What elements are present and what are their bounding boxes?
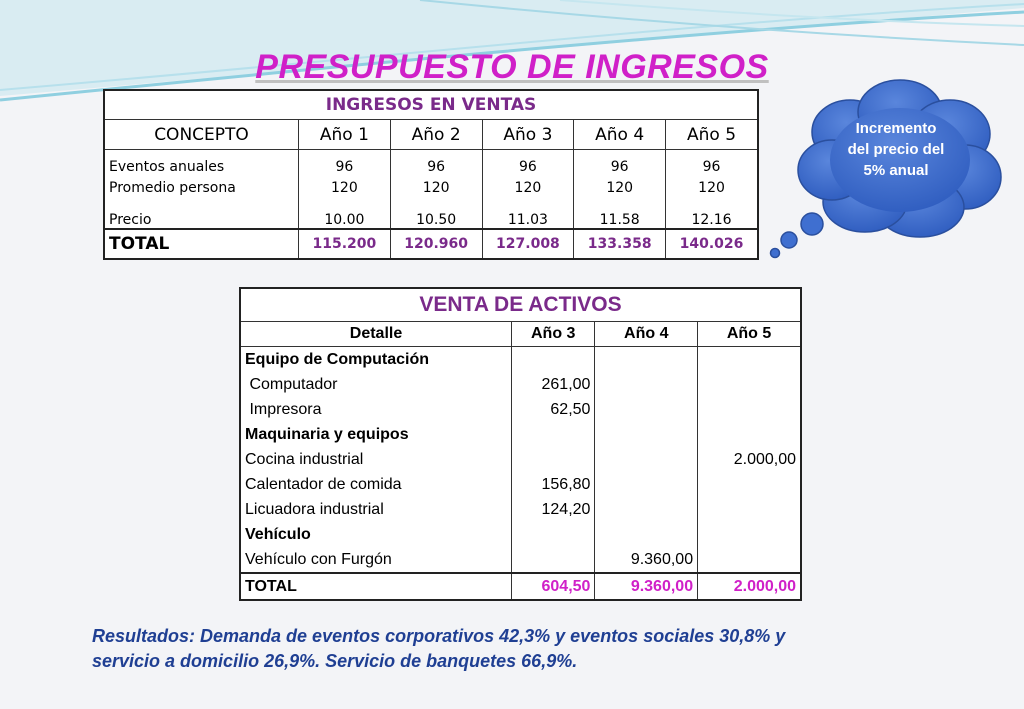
total-cell: 2.000,00 xyxy=(698,573,801,600)
column-header: Año 4 xyxy=(574,120,666,150)
row-label: Impresora xyxy=(240,397,512,422)
table-cell: 156,80 xyxy=(512,472,595,497)
table-cell: 120 xyxy=(299,175,391,201)
table-cell xyxy=(595,447,698,472)
column-header: CONCEPTO xyxy=(104,120,299,150)
results-line: servicio a domicilio 26,9%. Servicio de banquetes 66,9%. xyxy=(92,651,578,671)
total-cell: 115.200 xyxy=(299,229,391,259)
table-cell: 124,20 xyxy=(512,497,595,522)
total-cell: 140.026 xyxy=(666,229,758,259)
table-row xyxy=(104,150,758,176)
table-cell: 120 xyxy=(482,175,574,201)
table-row xyxy=(240,497,801,522)
table-row xyxy=(240,522,801,547)
table-cell: 96 xyxy=(390,150,482,176)
section-label: Equipo de Computación xyxy=(240,347,512,373)
table-cell xyxy=(595,347,698,373)
row-label: TOTAL xyxy=(240,573,512,600)
table-cell: 120 xyxy=(666,175,758,201)
table-cell: 9.360,00 xyxy=(595,547,698,573)
row-label: Licuadora industrial xyxy=(240,497,512,522)
table-row xyxy=(240,422,801,447)
results-text xyxy=(92,624,932,674)
column-header: Año 5 xyxy=(666,120,758,150)
table-cell: 62,50 xyxy=(512,397,595,422)
venta-activos-table xyxy=(239,287,802,601)
callout-line: Incremento xyxy=(855,120,937,137)
table-cell xyxy=(512,447,595,472)
total-cell: 127.008 xyxy=(482,229,574,259)
table-cell: 10.50 xyxy=(390,201,482,229)
table-cell: 261,00 xyxy=(512,372,595,397)
table-row xyxy=(240,397,801,422)
table-cell: 120 xyxy=(390,175,482,201)
activos-heading: VENTA DE ACTIVOS xyxy=(240,288,801,322)
row-label: TOTAL xyxy=(104,229,299,259)
table-cell xyxy=(595,372,698,397)
total-row xyxy=(240,573,801,600)
table-cell: 96 xyxy=(299,150,391,176)
page-title: PRESUPUESTO DE INGRESOS xyxy=(255,48,769,86)
table-cell xyxy=(698,472,801,497)
row-label: Cocina industrial xyxy=(240,447,512,472)
table-cell xyxy=(595,497,698,522)
row-label: Eventos anuales xyxy=(104,150,299,176)
table-header-row xyxy=(104,90,758,120)
total-cell: 133.358 xyxy=(574,229,666,259)
row-label: Computador xyxy=(240,372,512,397)
table-cell: 11.03 xyxy=(482,201,574,229)
ingresos-heading: INGRESOS EN VENTAS xyxy=(104,90,758,120)
table-cell xyxy=(512,547,595,573)
table-cell xyxy=(512,522,595,547)
table-cell: 96 xyxy=(574,150,666,176)
table-cell xyxy=(698,497,801,522)
table-cell xyxy=(698,547,801,573)
table-cell: 96 xyxy=(666,150,758,176)
table-row xyxy=(240,472,801,497)
column-header: Año 3 xyxy=(512,322,595,347)
table-cell xyxy=(595,522,698,547)
column-header: Detalle xyxy=(240,322,512,347)
total-cell: 604,50 xyxy=(512,573,595,600)
table-cell xyxy=(595,397,698,422)
row-label: Vehículo con Furgón xyxy=(240,547,512,573)
column-header: Año 2 xyxy=(390,120,482,150)
table-cell xyxy=(698,397,801,422)
table-cell: 10.00 xyxy=(299,201,391,229)
table-row xyxy=(104,201,758,229)
table-cell: 12.16 xyxy=(666,201,758,229)
table-cell xyxy=(698,347,801,373)
table-cell: 2.000,00 xyxy=(698,447,801,472)
row-label: Promedio persona xyxy=(104,175,299,201)
table-row xyxy=(240,347,801,373)
table-cell xyxy=(698,372,801,397)
callout-line: del precio del xyxy=(847,141,945,158)
table-row xyxy=(240,447,801,472)
table-cell: 96 xyxy=(482,150,574,176)
section-label: Vehículo xyxy=(240,522,512,547)
table-cell: 11.58 xyxy=(574,201,666,229)
table-header-row xyxy=(104,120,758,150)
callout-text xyxy=(832,118,960,181)
column-header: Año 4 xyxy=(595,322,698,347)
ingresos-table xyxy=(103,89,759,260)
total-cell: 9.360,00 xyxy=(595,573,698,600)
column-header: Año 3 xyxy=(482,120,574,150)
total-cell: 120.960 xyxy=(390,229,482,259)
total-row xyxy=(104,229,758,259)
table-cell xyxy=(595,422,698,447)
section-label: Maquinaria y equipos xyxy=(240,422,512,447)
column-header: Año 1 xyxy=(299,120,391,150)
table-cell xyxy=(698,522,801,547)
column-header: Año 5 xyxy=(698,322,801,347)
results-line: Resultados: Demanda de eventos corporativos 42,3% y eventos sociales 30,8% y xyxy=(92,626,786,646)
table-header-row xyxy=(240,288,801,322)
row-label: Calentador de comida xyxy=(240,472,512,497)
table-row xyxy=(240,547,801,573)
table-row xyxy=(104,175,758,201)
callout-line: 5% anual xyxy=(863,162,929,179)
table-cell xyxy=(595,472,698,497)
table-cell xyxy=(512,347,595,373)
table-cell: 120 xyxy=(574,175,666,201)
table-cell xyxy=(698,422,801,447)
table-cell xyxy=(512,422,595,447)
table-row xyxy=(240,372,801,397)
table-header-row xyxy=(240,322,801,347)
row-label: Precio xyxy=(104,201,299,229)
